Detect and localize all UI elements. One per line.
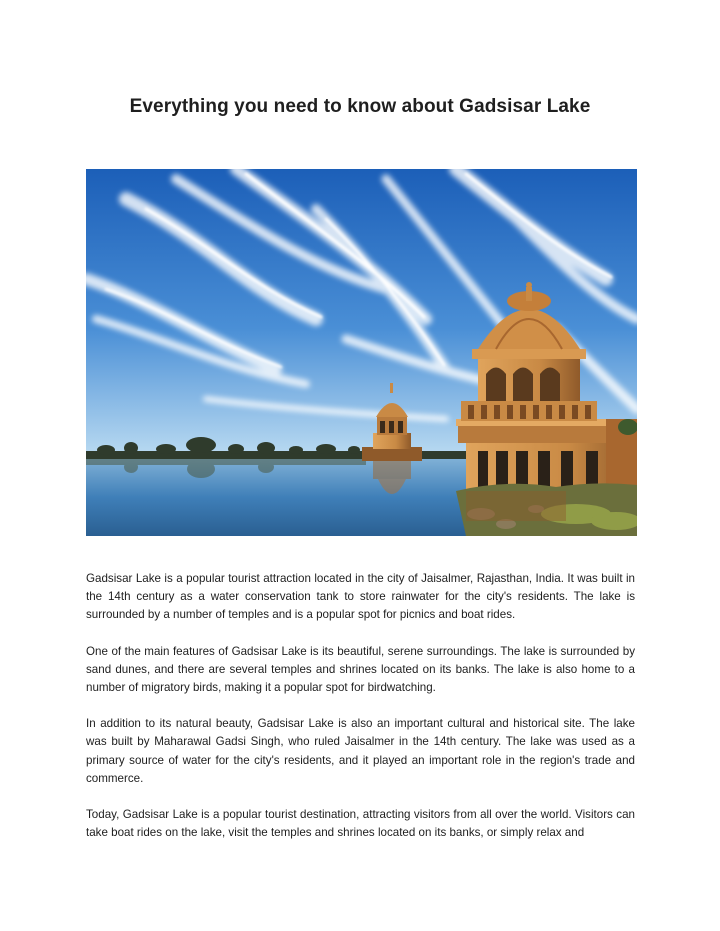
- document-title: Everything you need to know about Gadsisar Lake: [129, 96, 591, 117]
- lake-illustration: [86, 169, 637, 536]
- article-body: [86, 570, 635, 860]
- paragraph: In addition to its natural beauty, Gadsisar Lake is also an important cultural and historical site. The lake was built by Maharawal Gadsi Singh, who ruled Jaisalmer in the 14th century. The lake was used as a primary source of water for the city's residents, and it played an important role in the region's trade and commerce.: [86, 717, 635, 785]
- paragraph: One of the main features of Gadsisar Lake is its beautiful, serene surroundings. The lake is surrounded by sand dunes, and there are several temples and shrines located on its banks. The lake is also home to a number of migratory birds, making it a popular spot for birdwatching.: [86, 644, 635, 695]
- gadsisar-lake-photo: [86, 169, 637, 536]
- paragraph: Today, Gadsisar Lake is a popular tourist destination, attracting visitors from all over the world. Visitors can take boat rides on the lake, visit the temples and shrines located on its banks, or simply relax and: [86, 808, 635, 840]
- paragraph: Gadsisar Lake is a popular tourist attraction located in the city of Jaisalmer, Rajasthan, India. It was built in the 14th century as a water conservation tank to store rainwater for the city's residents. The lake is surrounded by a number of temples and is a popular spot for picnics and boat rides.: [86, 572, 635, 622]
